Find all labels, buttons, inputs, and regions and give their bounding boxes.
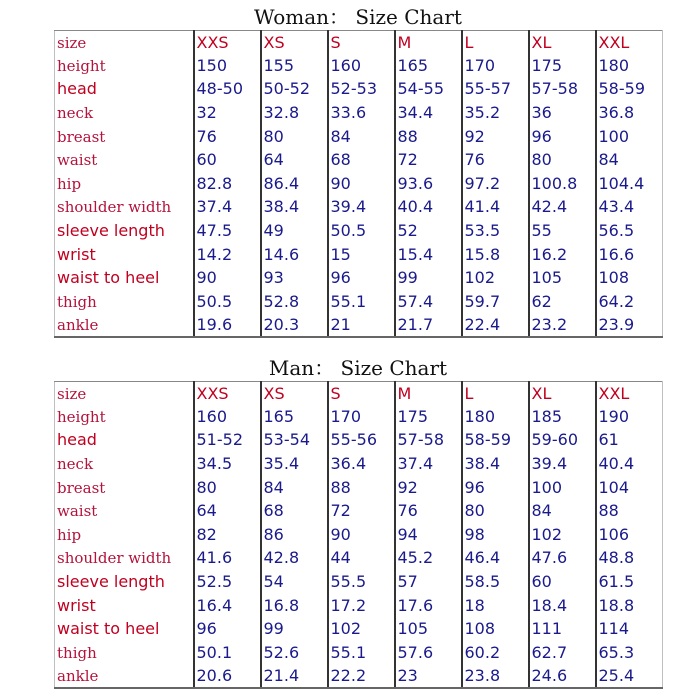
table-cell: 32 — [194, 101, 261, 125]
table-row — [55, 78, 663, 102]
size-header-cell: XL — [529, 382, 596, 406]
size-header-cell: M — [395, 382, 462, 406]
table-cell: 190 — [596, 405, 663, 429]
table-cell: 43.4 — [596, 196, 663, 220]
table-cell: 80 — [261, 125, 328, 149]
table-cell: 100 — [529, 476, 596, 500]
table-cell: 72 — [395, 148, 462, 172]
table-row — [55, 172, 663, 196]
table-cell: 102 — [462, 266, 529, 290]
table-cell: 170 — [462, 54, 529, 78]
table-cell: 88 — [328, 476, 395, 500]
row-label: shoulder width — [55, 547, 194, 571]
size-header-cell: M — [395, 31, 462, 55]
table-cell: 80 — [462, 499, 529, 523]
row-label: head — [55, 429, 194, 453]
table-cell: 48-50 — [194, 78, 261, 102]
table-cell: 57.6 — [395, 641, 462, 665]
size-header-cell: L — [462, 382, 529, 406]
table-row — [55, 429, 663, 453]
table-cell: 65.3 — [596, 641, 663, 665]
table-row — [55, 641, 663, 665]
table-cell: 37.4 — [395, 452, 462, 476]
table-cell: 40.4 — [596, 452, 663, 476]
table-cell: 18.4 — [529, 594, 596, 618]
table-row — [55, 290, 663, 314]
table-cell: 64.2 — [596, 290, 663, 314]
table-cell: 53-54 — [261, 429, 328, 453]
table-cell: 52-53 — [328, 78, 395, 102]
table-cell: 86.4 — [261, 172, 328, 196]
row-label: waist — [55, 499, 194, 523]
table-cell: 59.7 — [462, 290, 529, 314]
row-label: height — [55, 54, 194, 78]
row-label: sleeve length — [55, 570, 194, 594]
table-cell: 96 — [462, 476, 529, 500]
size-header-cell: XXL — [596, 382, 663, 406]
table-cell: 18 — [462, 594, 529, 618]
table-cell: 22.4 — [462, 314, 529, 338]
table-cell: 68 — [328, 148, 395, 172]
table-cell: 55.1 — [328, 290, 395, 314]
table-cell: 90 — [194, 266, 261, 290]
table-row — [55, 547, 663, 571]
table-cell: 102 — [328, 617, 395, 641]
table-cell: 47.5 — [194, 219, 261, 243]
table-cell: 84 — [328, 125, 395, 149]
row-label: breast — [55, 476, 194, 500]
table-cell: 20.6 — [194, 665, 261, 689]
table-cell: 86 — [261, 523, 328, 547]
table-row — [55, 266, 663, 290]
table-row — [55, 219, 663, 243]
table-cell: 76 — [194, 125, 261, 149]
table-cell: 57-58 — [395, 429, 462, 453]
table-cell: 82 — [194, 523, 261, 547]
table-cell: 38.4 — [462, 452, 529, 476]
table-row — [55, 523, 663, 547]
table-cell: 23.9 — [596, 314, 663, 338]
table-cell: 15.4 — [395, 243, 462, 267]
table-cell: 100 — [596, 125, 663, 149]
table-cell: 17.2 — [328, 594, 395, 618]
table-row — [55, 499, 663, 523]
table-cell: 165 — [261, 405, 328, 429]
table-cell: 15.8 — [462, 243, 529, 267]
table-cell: 59-60 — [529, 429, 596, 453]
table-cell: 170 — [328, 405, 395, 429]
table-cell: 55.5 — [328, 570, 395, 594]
table-cell: 21.7 — [395, 314, 462, 338]
man-size-table — [54, 381, 663, 689]
table-cell: 55-56 — [328, 429, 395, 453]
table-cell: 60.2 — [462, 641, 529, 665]
table-cell: 68 — [261, 499, 328, 523]
table-header-row — [55, 382, 663, 406]
row-label: wrist — [55, 243, 194, 267]
table-row — [55, 54, 663, 78]
row-label: ankle — [55, 665, 194, 689]
table-cell: 72 — [328, 499, 395, 523]
table-cell: 96 — [529, 125, 596, 149]
row-label: shoulder width — [55, 196, 194, 220]
table-cell: 52.8 — [261, 290, 328, 314]
table-cell: 93.6 — [395, 172, 462, 196]
table-cell: 16.2 — [529, 243, 596, 267]
table-cell: 84 — [596, 148, 663, 172]
row-label: size — [55, 382, 194, 406]
table-cell: 60 — [529, 570, 596, 594]
table-row — [55, 125, 663, 149]
table-cell: 18.8 — [596, 594, 663, 618]
table-cell: 58-59 — [596, 78, 663, 102]
table-cell: 50.5 — [194, 290, 261, 314]
table-cell: 15 — [328, 243, 395, 267]
table-cell: 32.8 — [261, 101, 328, 125]
size-header-cell: XXS — [194, 382, 261, 406]
row-label: hip — [55, 172, 194, 196]
table-row — [55, 476, 663, 500]
row-label: ankle — [55, 314, 194, 338]
table-cell: 150 — [194, 54, 261, 78]
row-label: height — [55, 405, 194, 429]
table-row — [55, 314, 663, 338]
size-header-cell: XXL — [596, 31, 663, 55]
table-cell: 37.4 — [194, 196, 261, 220]
size-header-cell: L — [462, 31, 529, 55]
table-cell: 185 — [529, 405, 596, 429]
table-cell: 114 — [596, 617, 663, 641]
table-row — [55, 148, 663, 172]
table-cell: 50.1 — [194, 641, 261, 665]
table-cell: 92 — [462, 125, 529, 149]
table-cell: 64 — [261, 148, 328, 172]
table-row — [55, 617, 663, 641]
table-cell: 76 — [395, 499, 462, 523]
table-cell: 39.4 — [328, 196, 395, 220]
table-cell: 44 — [328, 547, 395, 571]
size-header-cell: XS — [261, 382, 328, 406]
table-cell: 36 — [529, 101, 596, 125]
table-cell: 20.3 — [261, 314, 328, 338]
table-cell: 100.8 — [529, 172, 596, 196]
table-cell: 19.6 — [194, 314, 261, 338]
table-cell: 62.7 — [529, 641, 596, 665]
table-cell: 23.8 — [462, 665, 529, 689]
table-cell: 111 — [529, 617, 596, 641]
table-cell: 52 — [395, 219, 462, 243]
table-cell: 94 — [395, 523, 462, 547]
row-label: neck — [55, 452, 194, 476]
size-header-cell: S — [328, 31, 395, 55]
table-header-row — [55, 31, 663, 55]
table-cell: 108 — [462, 617, 529, 641]
table-cell: 165 — [395, 54, 462, 78]
table-cell: 60 — [194, 148, 261, 172]
table-cell: 41.6 — [194, 547, 261, 571]
table-cell: 52.5 — [194, 570, 261, 594]
table-cell: 99 — [395, 266, 462, 290]
table-cell: 104 — [596, 476, 663, 500]
table-cell: 105 — [395, 617, 462, 641]
table-cell: 50-52 — [261, 78, 328, 102]
table-cell: 104.4 — [596, 172, 663, 196]
row-label: wrist — [55, 594, 194, 618]
table-cell: 106 — [596, 523, 663, 547]
table-cell: 64 — [194, 499, 261, 523]
row-label: thigh — [55, 641, 194, 665]
table-cell: 50.5 — [328, 219, 395, 243]
table-cell: 16.4 — [194, 594, 261, 618]
table-cell: 180 — [462, 405, 529, 429]
table-cell: 55 — [529, 219, 596, 243]
table-cell: 108 — [596, 266, 663, 290]
table-cell: 93 — [261, 266, 328, 290]
table-cell: 51-52 — [194, 429, 261, 453]
table-cell: 25.4 — [596, 665, 663, 689]
row-label: thigh — [55, 290, 194, 314]
table-cell: 47.6 — [529, 547, 596, 571]
table-cell: 39.4 — [529, 452, 596, 476]
row-label: hip — [55, 523, 194, 547]
table-cell: 34.4 — [395, 101, 462, 125]
table-cell: 55-57 — [462, 78, 529, 102]
table-cell: 42.4 — [529, 196, 596, 220]
table-cell: 36.4 — [328, 452, 395, 476]
table-cell: 54-55 — [395, 78, 462, 102]
table-cell: 96 — [328, 266, 395, 290]
table-cell: 49 — [261, 219, 328, 243]
row-label: neck — [55, 101, 194, 125]
table-cell: 16.8 — [261, 594, 328, 618]
table-cell: 61 — [596, 429, 663, 453]
table-cell: 53.5 — [462, 219, 529, 243]
row-label: size — [55, 31, 194, 55]
table-cell: 105 — [529, 266, 596, 290]
table-cell: 180 — [596, 54, 663, 78]
table-cell: 97.2 — [462, 172, 529, 196]
table-cell: 36.8 — [596, 101, 663, 125]
table-row — [55, 196, 663, 220]
row-label: head — [55, 78, 194, 102]
table-cell: 61.5 — [596, 570, 663, 594]
table-row — [55, 665, 663, 689]
table-cell: 92 — [395, 476, 462, 500]
table-row — [55, 570, 663, 594]
table-cell: 90 — [328, 523, 395, 547]
table-cell: 57-58 — [529, 78, 596, 102]
table-cell: 160 — [328, 54, 395, 78]
table-row — [55, 101, 663, 125]
table-cell: 58-59 — [462, 429, 529, 453]
table-cell: 88 — [395, 125, 462, 149]
table-row — [55, 452, 663, 476]
table-cell: 17.6 — [395, 594, 462, 618]
table-row — [55, 594, 663, 618]
table-cell: 76 — [462, 148, 529, 172]
table-cell: 23 — [395, 665, 462, 689]
table-cell: 42.8 — [261, 547, 328, 571]
row-label: sleeve length — [55, 219, 194, 243]
table-cell: 84 — [529, 499, 596, 523]
table-cell: 57 — [395, 570, 462, 594]
table-cell: 55.1 — [328, 641, 395, 665]
man-chart-title: Man： Size Chart — [268, 356, 448, 380]
table-cell: 33.6 — [328, 101, 395, 125]
table-cell: 34.5 — [194, 452, 261, 476]
row-label: waist to heel — [55, 617, 194, 641]
size-header-cell: XXS — [194, 31, 261, 55]
table-cell: 82.8 — [194, 172, 261, 196]
table-cell: 56.5 — [596, 219, 663, 243]
table-cell: 54 — [261, 570, 328, 594]
woman-size-table — [54, 30, 663, 338]
table-cell: 23.2 — [529, 314, 596, 338]
table-cell: 80 — [529, 148, 596, 172]
table-cell: 58.5 — [462, 570, 529, 594]
table-cell: 102 — [529, 523, 596, 547]
table-cell: 14.6 — [261, 243, 328, 267]
table-cell: 175 — [395, 405, 462, 429]
table-cell: 21.4 — [261, 665, 328, 689]
table-cell: 84 — [261, 476, 328, 500]
table-cell: 96 — [194, 617, 261, 641]
woman-size-chart — [54, 4, 662, 338]
table-cell: 22.2 — [328, 665, 395, 689]
table-row — [55, 405, 663, 429]
table-cell: 16.6 — [596, 243, 663, 267]
size-header-cell: XL — [529, 31, 596, 55]
table-cell: 62 — [529, 290, 596, 314]
table-cell: 40.4 — [395, 196, 462, 220]
table-cell: 38.4 — [261, 196, 328, 220]
table-cell: 80 — [194, 476, 261, 500]
woman-chart-title: Woman： Size Chart — [254, 5, 462, 29]
row-label: waist — [55, 148, 194, 172]
table-cell: 14.2 — [194, 243, 261, 267]
table-cell: 88 — [596, 499, 663, 523]
size-header-cell: S — [328, 382, 395, 406]
table-cell: 57.4 — [395, 290, 462, 314]
table-cell: 21 — [328, 314, 395, 338]
table-row — [55, 243, 663, 267]
table-cell: 98 — [462, 523, 529, 547]
table-cell: 41.4 — [462, 196, 529, 220]
table-cell: 52.6 — [261, 641, 328, 665]
size-header-cell: XS — [261, 31, 328, 55]
table-cell: 24.6 — [529, 665, 596, 689]
man-size-chart — [54, 355, 662, 689]
table-cell: 160 — [194, 405, 261, 429]
table-cell: 48.8 — [596, 547, 663, 571]
table-cell: 46.4 — [462, 547, 529, 571]
table-cell: 35.2 — [462, 101, 529, 125]
row-label: breast — [55, 125, 194, 149]
table-cell: 90 — [328, 172, 395, 196]
table-cell: 45.2 — [395, 547, 462, 571]
row-label: waist to heel — [55, 266, 194, 290]
table-cell: 99 — [261, 617, 328, 641]
table-cell: 175 — [529, 54, 596, 78]
table-cell: 35.4 — [261, 452, 328, 476]
table-cell: 155 — [261, 54, 328, 78]
